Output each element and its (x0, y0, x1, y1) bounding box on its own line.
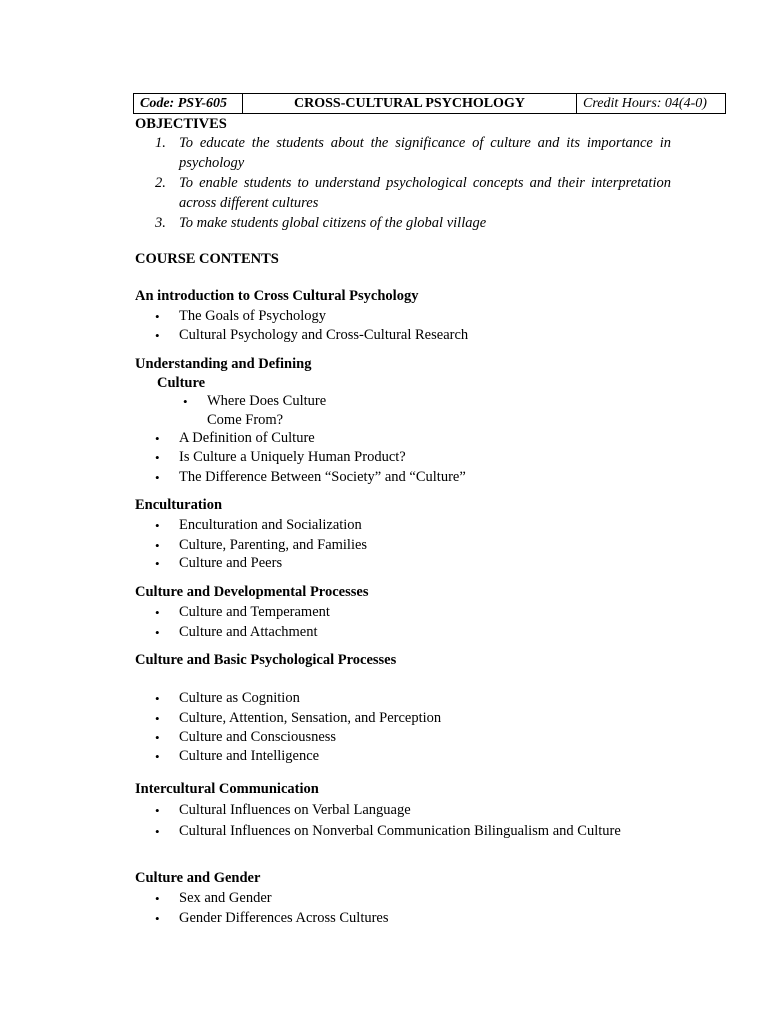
list-item-continuation: Come From? (207, 412, 284, 428)
section-title: An introduction to Cross Cultural Psychology (135, 288, 419, 304)
credit-hours: Credit Hours: 04(4-0) (577, 94, 726, 114)
bullet-glyph: • (155, 556, 160, 571)
bullet-glyph: • (155, 328, 160, 343)
objective-text: To make students global citizens of the global village (179, 215, 487, 231)
list-item: Gender Differences Across Cultures (179, 910, 389, 926)
list-item: Cultural Influences on Verbal Language (179, 802, 411, 818)
bullet-glyph: • (155, 803, 160, 818)
list-item: Enculturation and Socialization (179, 517, 362, 533)
objective-number: 2. (155, 175, 166, 191)
course-header-table (133, 93, 726, 114)
objective-number: 1. (155, 135, 166, 151)
list-item: The Difference Between “Society” and “Culture” (179, 469, 466, 485)
bullet-glyph: • (155, 605, 160, 620)
list-item: Culture and Consciousness (179, 729, 337, 745)
list-item: Sex and Gender (179, 890, 272, 906)
section-title: Culture and Gender (135, 870, 261, 886)
objective-text: To enable students to understand psychological concepts and their interpretation across different cultures (179, 175, 671, 211)
bullet-glyph: • (155, 538, 160, 553)
list-item: Culture, Parenting, and Families (179, 537, 368, 553)
bullet-glyph: • (155, 911, 160, 926)
list-item: Cultural Psychology and Cross-Cultural Research (179, 327, 469, 343)
list-item: Culture, Attention, Sensation, and Perception (179, 710, 442, 726)
bullet-glyph: • (155, 309, 160, 324)
list-item: Culture and Peers (179, 555, 283, 571)
section-subtitle: Culture (157, 375, 206, 391)
section-title: Understanding and Defining (135, 356, 312, 372)
objective-number: 3. (155, 215, 166, 231)
section-title: Culture and Developmental Processes (135, 584, 369, 600)
course-code: Code: PSY-605 (134, 94, 243, 114)
bullet-glyph: • (155, 730, 160, 745)
list-item: Culture and Intelligence (179, 748, 320, 764)
bullet-glyph: • (155, 625, 160, 640)
bullet-glyph: • (155, 824, 160, 839)
bullet-glyph: • (155, 450, 160, 465)
objectives-heading: OBJECTIVES (135, 116, 227, 132)
bullet-glyph: • (155, 749, 160, 764)
list-item: The Goals of Psychology (179, 308, 326, 324)
bullet-glyph: • (155, 691, 160, 706)
section-title: Intercultural Communication (135, 781, 319, 797)
bullet-glyph: • (155, 891, 160, 906)
bullet-glyph: • (183, 394, 188, 409)
section-title: Enculturation (135, 497, 223, 513)
course-title: CROSS-CULTURAL PSYCHOLOGY (243, 94, 577, 114)
bullet-glyph: • (155, 431, 160, 446)
section-title: Culture and Basic Psychological Processes (135, 652, 397, 668)
list-item: Culture and Temperament (179, 604, 330, 620)
list-item: Is Culture a Uniquely Human Product? (179, 449, 406, 465)
list-item: Culture as Cognition (179, 690, 300, 706)
list-item: A Definition of Culture (179, 430, 315, 446)
bullet-glyph: • (155, 518, 160, 533)
objective-text: To educate the students about the significance of culture and its importance in psychology (179, 135, 671, 171)
list-item: Where Does Culture (207, 393, 327, 409)
list-item: Cultural Influences on Nonverbal Communication Bilingualism and Culture (179, 823, 621, 839)
bullet-glyph: • (155, 711, 160, 726)
list-item: Culture and Attachment (179, 624, 318, 640)
course-contents-heading: COURSE CONTENTS (135, 251, 279, 267)
bullet-glyph: • (155, 470, 160, 485)
